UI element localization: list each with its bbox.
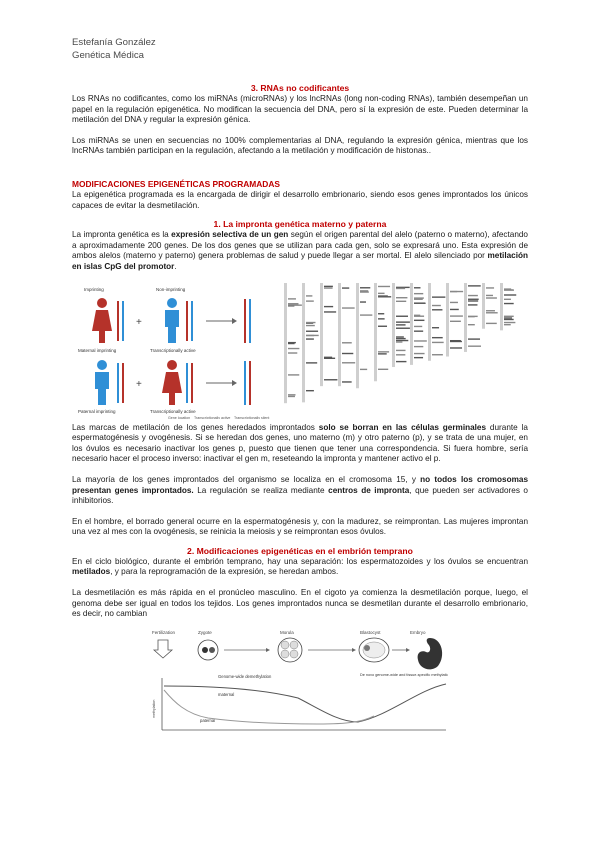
embryo-diagram — [148, 626, 448, 732]
gene-label-mark — [288, 304, 302, 305]
gene-label-mark — [414, 292, 423, 293]
arrow-head — [266, 648, 270, 652]
gene-label-mark — [432, 296, 445, 297]
chromosome-ideogram — [374, 283, 377, 381]
gene-label-mark — [396, 327, 410, 328]
label-paternal-imprinting: Paternal imprinting — [78, 408, 116, 414]
y-axis-label: methylation — [152, 699, 156, 718]
gene-label-mark — [396, 337, 406, 338]
gene-label-mark — [396, 339, 408, 340]
fertilization-arrow-icon — [154, 640, 172, 658]
gene-label-mark — [378, 313, 384, 314]
gene-label-mark — [468, 294, 478, 295]
stage-blastocyst: Blastocyst — [360, 629, 381, 635]
gene-label-mark — [450, 320, 461, 321]
gene-label-mark — [324, 287, 333, 288]
gene-label-mark — [504, 298, 511, 299]
gene-label-mark — [378, 292, 385, 293]
section-title-embryo: 2. Modificaciones epigenéticas en el embrión temprano — [187, 545, 413, 556]
paragraph-imprinting-3: La mayoría de los genes improntados del organismo se localiza en el cromosoma 15, y no todos los cromosomas presentan genes improntados. La regulación se realiza mediante centros de impronta, que pueden ser activadores o inhibitorios. — [72, 474, 528, 506]
gene-label-mark — [414, 302, 425, 303]
chromosome-map — [284, 283, 516, 403]
gene-label-mark — [486, 297, 497, 298]
gene-label-mark — [396, 360, 406, 361]
gene-label-mark — [396, 300, 406, 301]
gene-label-mark — [288, 352, 297, 353]
paragraph-imprinting-2: Las marcas de metilación de los genes heredados improntados solo se borran en las células germinales durante la espermatogénesis y ovogénesis. Si se heredan dos genes, uno materno (m) y otro paterno (p), y se trata de una mujer, en los óvulos es necesario inactivar los genes p, puesto que tienen que tener una correspondencia. Si fuera hombre, sería necesario hacer el proceso inverso: inactivar el gen m, reseteando la impronta y mantener activo el p. — [72, 422, 528, 464]
chromosome-bar — [244, 299, 246, 343]
gene-label-mark — [504, 321, 515, 322]
gene-label-mark — [414, 314, 420, 315]
gene-label-mark — [486, 310, 495, 311]
gene-label-mark — [396, 287, 405, 288]
label-maternal-imprinting: Maternal imprinting — [78, 347, 117, 353]
paragraph-embryo-2: La desmetilación es más rápida en el pronúcleo masculino. En el cigoto ya comienza la desmetilación porque, luego, el genoma debe ser igual en todos los tejidos. Los genes improntados nunca se desmetilan durante el desarrollo embrionario, es decir, no cambian — [72, 588, 528, 619]
gene-label-mark — [324, 305, 333, 306]
morula-icon — [278, 638, 302, 662]
chromosome-ideogram — [446, 283, 449, 357]
gene-label-mark — [414, 325, 422, 326]
gene-label-mark — [504, 315, 514, 316]
gene-label-mark — [324, 379, 337, 380]
male-figure-icon — [165, 298, 179, 343]
stage-fertilization: Fertilization — [152, 629, 176, 635]
gene-label-mark — [468, 298, 479, 299]
gene-label-mark — [504, 317, 512, 318]
label-paternal: paternal — [200, 717, 216, 723]
gene-label-mark — [396, 354, 405, 355]
label-non-imprinting: Non-imprinting — [156, 286, 186, 292]
paragraph-programmed: La epigenética programada es la encargada de dirigir el desarrollo embrionario, siendo esos genes improntados los únicos capaces de evitar la desmetilación. — [72, 189, 528, 210]
gene-label-mark — [432, 337, 443, 338]
female-figure-icon — [92, 298, 112, 343]
chromosome-ideogram — [392, 283, 395, 367]
paragraph-embryo-1: En el ciclo biológico, durante el embrión temprano, hay una separación: los espermatozoides y los óvulos se encuentran metilados, y para la reprogramación de la expresión, se heredan ambos. — [72, 556, 528, 577]
gene-label-mark — [468, 315, 478, 316]
gene-label-mark — [360, 290, 368, 291]
gene-label-mark — [432, 341, 444, 342]
gene-label-mark — [306, 324, 315, 325]
section-title-imprinting: 1. La impronta genética materno y paterna — [213, 219, 387, 230]
female-figure-icon — [162, 360, 182, 405]
chromosome-bar — [122, 301, 124, 341]
gene-label-mark — [504, 289, 514, 290]
arrow-head — [232, 380, 237, 386]
gene-label-mark — [486, 294, 493, 295]
gene-label-mark — [432, 304, 441, 305]
gene-label-mark — [432, 327, 439, 328]
chromosome-bar — [122, 363, 124, 403]
paragraph-imprinting-4: En el hombre, el borrado general ocurre en la espermatogénesis y, con la madurez, se reimprontan. Las mujeres improntan una vez al mes con la ovogénesis, se reinicia la meiosis y se reimprontan esos óvulos. — [72, 516, 528, 537]
chromosome-ideogram — [338, 283, 341, 386]
gene-label-mark — [378, 353, 387, 354]
gene-label-mark — [360, 368, 367, 369]
gene-label-mark — [342, 381, 352, 382]
gene-label-mark — [468, 324, 475, 325]
gene-label-mark — [504, 302, 514, 303]
gene-label-mark — [378, 318, 385, 319]
gene-label-mark — [288, 298, 296, 299]
gene-label-mark — [306, 295, 312, 296]
stage-embryo: Embryo — [410, 629, 426, 635]
gene-label-mark — [486, 312, 498, 313]
label-de-novo-methylation: De novo genome-wide and tissue-specific methylation — [360, 672, 448, 677]
label-genome-wide-demethylation: Genome-wide demethylation — [218, 673, 272, 679]
gene-label-mark — [414, 297, 424, 298]
gene-label-mark — [378, 296, 391, 297]
document-body — [72, 83, 528, 732]
gene-label-mark — [306, 390, 314, 391]
page-header — [72, 36, 156, 62]
gene-label-mark — [414, 319, 424, 320]
imprinting-diagram — [72, 279, 528, 419]
chromosome-bar — [186, 301, 188, 341]
imprinting-figure — [72, 279, 528, 419]
male-figure-icon — [95, 360, 109, 405]
gene-label-mark — [414, 356, 423, 357]
gene-label-mark — [468, 304, 477, 305]
section-title-ncrna: 3. RNAs no codificantes — [250, 83, 350, 93]
gene-label-mark — [306, 362, 317, 363]
gene-label-mark — [450, 315, 463, 316]
gene-label-mark — [360, 301, 366, 302]
gene-label-mark — [306, 300, 314, 301]
gene-label-mark — [396, 321, 410, 322]
gene-label-mark — [396, 341, 402, 342]
paternal-methylation-curve — [164, 690, 374, 724]
gene-label-mark — [378, 285, 390, 286]
paragraph-ncrna-2: Los miRNAs se unen en secuencias no 100% complementarias al DNA, regulando la expresión génica, mientras que los lncRNAs también participan en la regulación, afectando a la metilación y modificación de histonas.. — [72, 135, 528, 156]
chromosome-ideogram — [428, 283, 431, 361]
gene-label-mark — [324, 285, 333, 286]
gene-label-mark — [288, 303, 298, 304]
gene-label-mark — [486, 287, 494, 288]
gene-label-mark — [450, 308, 459, 309]
gene-label-mark — [378, 351, 389, 352]
chromosome-bar — [249, 299, 251, 343]
chromosome-bar — [244, 361, 246, 405]
gene-label-mark — [486, 322, 497, 323]
chromosome-ideogram — [284, 283, 287, 403]
chromosome-bar — [191, 301, 193, 341]
plus-sign: + — [136, 316, 142, 328]
gene-label-mark — [306, 321, 316, 322]
gene-label-mark — [342, 342, 352, 343]
arrow-head — [232, 318, 237, 324]
label-imprinting: Imprinting — [84, 286, 104, 292]
gene-label-mark — [342, 307, 355, 308]
gene-label-mark — [468, 338, 480, 339]
label-maternal: maternal — [218, 691, 235, 697]
gene-label-mark — [360, 291, 369, 292]
gene-label-mark — [468, 300, 478, 301]
gene-label-mark — [396, 324, 406, 325]
gene-label-mark — [468, 285, 481, 286]
gene-label-mark — [324, 311, 336, 312]
chromosome-ideogram — [356, 283, 359, 388]
maternal-methylation-curve — [164, 684, 446, 722]
chromosome-bar — [117, 363, 119, 403]
gene-label-mark — [288, 341, 296, 342]
gene-label-mark — [288, 374, 299, 375]
stage-morula: Morula — [280, 629, 294, 635]
author-name: Estefanía González — [72, 37, 156, 48]
gene-label-mark — [342, 362, 355, 363]
gene-label-mark — [396, 349, 406, 350]
gene-label-mark — [396, 336, 404, 337]
gene-label-mark — [342, 287, 349, 288]
gene-label-mark — [414, 287, 420, 288]
gene-label-mark — [450, 347, 462, 348]
gene-label-mark — [414, 345, 423, 346]
gene-label-mark — [432, 354, 443, 355]
blastocyst-icon — [359, 638, 389, 662]
gene-label-mark — [342, 352, 353, 353]
gene-label-mark — [306, 330, 318, 331]
gene-label-mark — [324, 356, 332, 357]
chromosome-bar — [249, 361, 251, 405]
paragraph-imprinting-1: La impronta genética es la expresión selectiva de un gen según el origen parental del alelo (paterno o materno), afectando a aproximadamente 200 genes. De los dos genes que se utilizan para cada gen, solo se expresará uno. Esta expresión de ambos alelos (materno y paterno) genera problemas de salud y puede llegar a ser mortal. El alelo silenciado por metilación en islas CpG del promotor. — [72, 230, 528, 271]
chromosome-bar — [191, 363, 193, 403]
chromosome-ideogram — [500, 283, 503, 330]
gene-label-mark — [378, 325, 387, 326]
gene-label-mark — [360, 314, 372, 315]
stage-zygote: Zygote — [198, 629, 212, 635]
chromosome-bar — [117, 301, 119, 341]
label-transcriptionally-active: Transcriptionally active — [150, 408, 196, 414]
legend-gene-location: Gene location — [168, 415, 191, 419]
gene-label-mark — [414, 340, 427, 341]
chromosome-bar — [186, 363, 188, 403]
gene-label-mark — [468, 345, 481, 346]
embryo-icon — [418, 638, 443, 669]
gene-label-mark — [306, 334, 314, 335]
chromosome-ideogram — [410, 283, 413, 365]
section-title-programmed: MODIFICACIONES EPIGENÉTICAS PROGRAMADAS — [72, 178, 280, 189]
gene-label-mark — [450, 301, 458, 302]
chromosome-ideogram — [464, 283, 467, 352]
gene-label-mark — [360, 287, 370, 288]
chromosome-ideogram — [320, 283, 323, 386]
plus-sign: + — [136, 378, 142, 390]
gene-label-mark — [396, 297, 407, 298]
label-transcriptionally-active: Transcriptionally active — [150, 347, 196, 353]
subject-name: Genética Médica — [72, 50, 144, 61]
gene-label-mark — [306, 338, 314, 339]
arrow-head — [352, 648, 356, 652]
gene-label-mark — [288, 394, 296, 395]
gene-label-mark — [414, 352, 425, 353]
gene-label-mark — [432, 309, 442, 310]
gene-label-mark — [504, 324, 511, 325]
gene-label-mark — [450, 290, 463, 291]
zygote-icon — [198, 640, 218, 660]
legend-silent: Transcriptionally silent — [234, 415, 270, 419]
gene-label-mark — [504, 318, 514, 319]
gene-label-mark — [378, 368, 388, 369]
embryo-methylation-figure — [148, 626, 448, 732]
paragraph-ncrna-1: Los RNAs no codificantes, como los miRNAs (microRNAs) y los lncRNAs (long non-coding RNAs), también desempeñan un papel en la regulación epigenética. No modifican la secuencia del DNA, pero sí la expresión de este. Pueden determinar la metilación del DNA y regular la expresión génica. — [72, 94, 528, 125]
arrow-head — [406, 648, 410, 652]
chromosome-ideogram — [302, 283, 305, 402]
legend-active: Transcriptionally active — [194, 415, 231, 419]
gene-label-mark — [288, 347, 299, 348]
gene-label-mark — [450, 340, 461, 341]
gene-label-mark — [414, 330, 423, 331]
gene-label-mark — [504, 294, 516, 295]
chromosome-ideogram — [482, 283, 485, 329]
gene-label-mark — [288, 395, 295, 396]
gene-label-mark — [396, 315, 408, 316]
